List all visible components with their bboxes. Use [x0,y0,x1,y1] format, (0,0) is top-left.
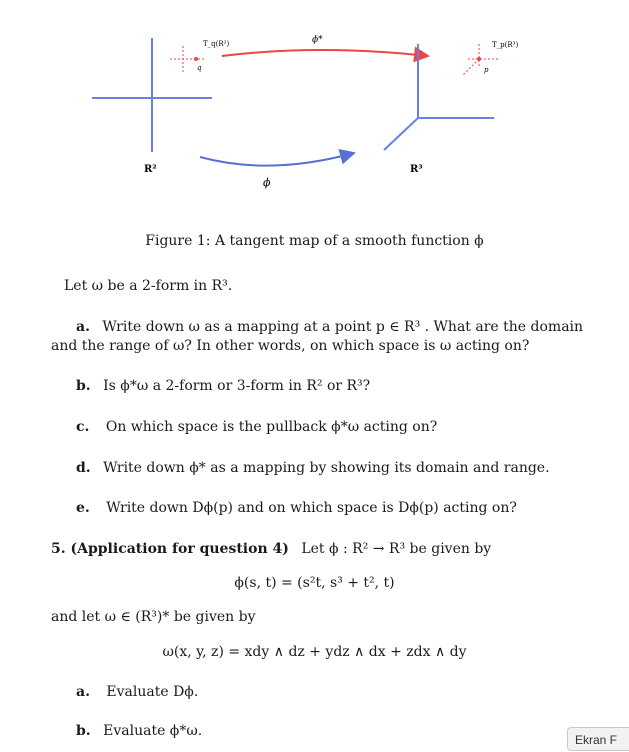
q5b-item [76,722,202,740]
q5a-label: a. [76,684,90,700]
q4c-item [76,418,437,436]
q4a-item [76,318,583,336]
tq-point [194,57,198,61]
r3-diagonal-axis [384,118,418,150]
q5-intro: Let ϕ : R² → R³ be given by [301,541,492,557]
q4d-text: Write down ϕ* as a mapping by showing its domain and range. [103,460,550,476]
label-q: q [197,64,202,72]
label-tq: T_q(R²) [203,40,230,48]
q5-equation-phi: ϕ(s, t) = (s²t, s³ + t², t) [234,575,395,591]
q4b-text: Is ϕ*ω a 2-form or 3-form in R² or R³? [103,378,371,394]
q5-equation-omega: ω(x, y, z) = xdy ∧ dz + ydz ∧ dx + zdx ∧ dy [162,644,467,660]
q5a-item [76,683,198,701]
q4a-line1: Write down ω as a mapping at a point p ∈ R³ . What are the domain [102,319,584,335]
q4a-line2: and the range of ω? In other words, on which space is ω acting on? [51,338,530,354]
q5-let-omega: and let ω ∈ (R³)* be given by [51,609,256,625]
label-r3: R³ [410,164,423,175]
label-r2: R² [144,164,157,175]
tp-point [477,57,481,61]
q4e-item [76,499,517,517]
q5-heading-line [51,540,491,558]
q4a-label: a. [76,319,90,335]
q4e-label: e. [76,500,90,516]
label-p: p [484,66,489,74]
q5-heading: 5. (Application for question 4) [51,541,289,557]
q4d-label: d. [76,460,91,476]
ekran-button[interactable]: Ekran F [567,727,629,751]
q4c-text: On which space is the pullback ϕ*ω acting on? [105,419,438,435]
q4c-label: c. [76,419,90,435]
label-phi-star: ϕ* [312,35,323,45]
tp-diagonal [462,59,479,76]
label-phi: ϕ [263,176,271,189]
q5a-text: Evaluate Dϕ. [106,684,199,700]
q4b-label: b. [76,378,91,394]
label-tp-r3: T_p(R³) [492,41,519,49]
q4e-text: Write down Dϕ(p) and on which space is Dϕ(p) acting on? [106,500,517,516]
intro-text: Let ω be a 2-form in R³. [64,278,233,294]
phi-arrow [200,153,354,166]
figure-svg [0,0,629,215]
q4b-item [76,377,370,395]
q5b-text: Evaluate ϕ*ω. [103,723,203,739]
figure-caption: Figure 1: A tangent map of a smooth function ϕ [145,233,484,249]
q5b-label: b. [76,723,91,739]
phi-star-arrow [222,50,428,56]
tangent-map-figure [0,0,629,215]
q4d-item [76,459,550,477]
